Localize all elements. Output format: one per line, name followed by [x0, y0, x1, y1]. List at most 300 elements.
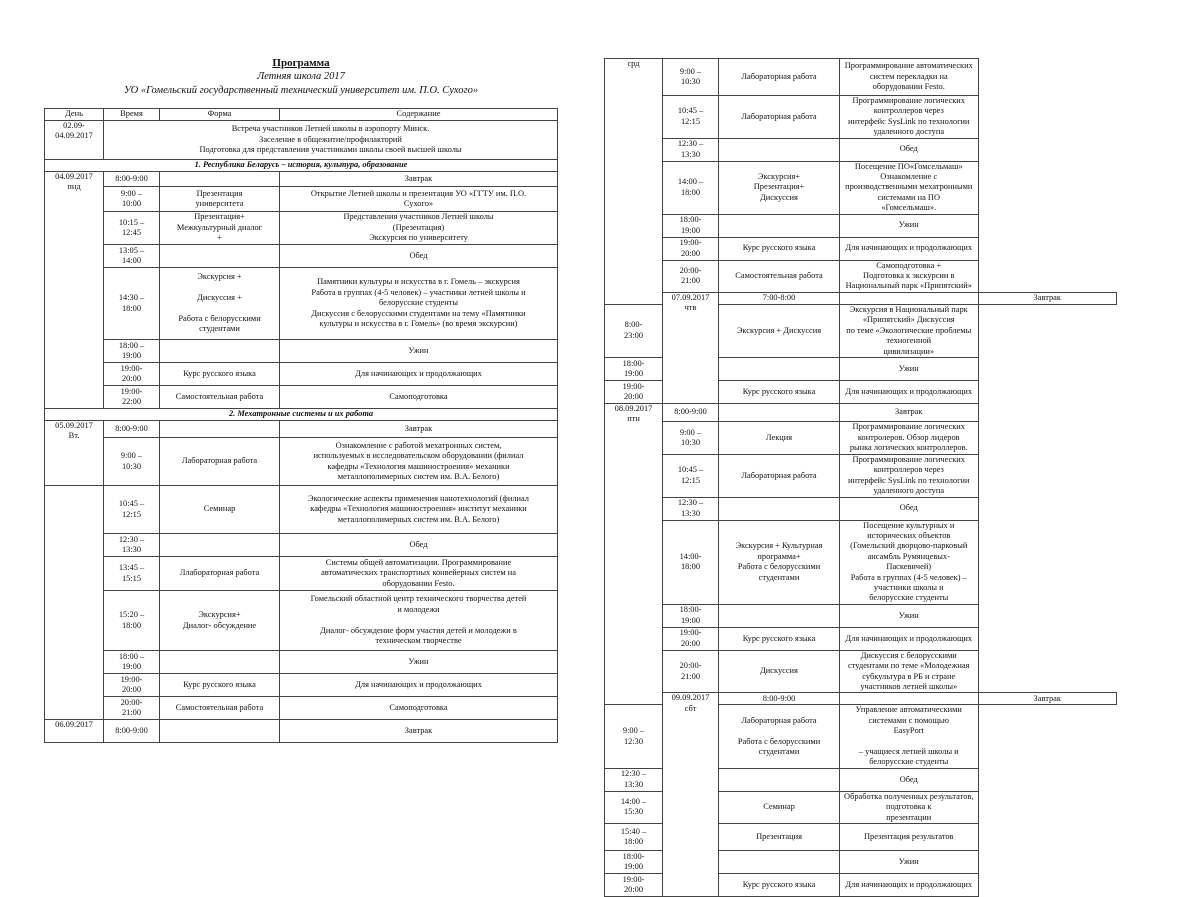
- form-cell: [719, 421, 840, 454]
- time-line: 12:15: [680, 475, 701, 485]
- form-line: Семинар: [763, 802, 795, 812]
- content-line: Сухого»: [403, 199, 434, 208]
- time-line: 9:00 –: [120, 188, 143, 198]
- content-line: Самоподготовка +: [876, 260, 942, 270]
- schedule-table-right: [604, 58, 1117, 897]
- time-line: 8:00-9:00: [115, 725, 148, 735]
- day-line: [47, 486, 101, 496]
- section-title: 2. Мехатронные системы и их работа: [45, 409, 558, 421]
- content-line: кафедры «Технология машиностроения» механики: [327, 461, 510, 471]
- schedule-row: [45, 421, 558, 438]
- time-cell: [663, 260, 719, 292]
- schedule-row: [605, 260, 1117, 292]
- content-cell: [840, 497, 979, 520]
- schedule-row: [45, 591, 558, 651]
- content-line: Дискуссия с белорусскими студентами на тему «Памятники: [311, 308, 526, 318]
- time-line: 13:30: [121, 545, 142, 554]
- form-line: [842, 694, 976, 704]
- time-line: 19:00-: [679, 238, 702, 248]
- time-line: 20:00: [680, 248, 701, 258]
- time-cell: [104, 172, 160, 187]
- time-line: 18:00: [680, 562, 701, 572]
- form-line: [162, 540, 277, 550]
- time-cell: [104, 268, 160, 340]
- time-line: 18:00: [121, 303, 142, 313]
- time-line: 18:00: [623, 837, 644, 847]
- day-line: 07.09.2017: [671, 292, 710, 302]
- content-line: Открытие Летней школы и презентация УО «ГГТУ им. П.О.: [310, 188, 527, 198]
- content-cell: [840, 650, 979, 693]
- form-cell: [719, 874, 840, 897]
- time-cell: [104, 438, 160, 486]
- time-line: 12:45: [121, 228, 142, 237]
- content-line: автоматических транспортных конвейерных систем на: [321, 568, 516, 578]
- time-line: 8:00-9:00: [674, 407, 707, 417]
- content-line: Экскурсия в Национальный парк «Припятский» Дискуссия: [849, 304, 968, 325]
- program-title: Программа: [272, 57, 330, 69]
- time-line: 20:00-: [120, 697, 143, 707]
- form-line: Дискуссия: [760, 192, 798, 202]
- form-line: Лабораторная работа: [741, 470, 817, 480]
- content-line: по теме «Экологические проблемы техногенной: [846, 325, 972, 346]
- time-line: 10:45 –: [118, 499, 145, 509]
- content-line: рынка логических контроллеров.: [849, 443, 968, 453]
- schedule-row: [605, 650, 1117, 693]
- time-cell: [104, 534, 160, 557]
- form-line: [162, 726, 277, 736]
- content-line: Обед: [899, 774, 918, 784]
- schedule-row: [45, 486, 558, 534]
- content-cell: [840, 380, 979, 403]
- content-cell: [840, 874, 979, 897]
- content-cell: [840, 454, 979, 497]
- time-line: 10:45 –: [677, 106, 704, 116]
- form-line: студентами: [199, 324, 240, 334]
- time-line: 19:00: [623, 368, 644, 378]
- time-line: 19:00-: [120, 386, 143, 396]
- time-cell: [719, 693, 840, 705]
- content-line: интерфейс SysLink по технологии удаленного доступа: [847, 116, 970, 137]
- content-cell: [978, 693, 1117, 705]
- form-line: Презентация+: [194, 212, 245, 222]
- day-line: 06.09.2017: [55, 720, 93, 729]
- time-line: 21:00: [680, 671, 701, 681]
- content-line: (Гомельский дворцово-парковый ансамбль Румянцевых-: [850, 541, 968, 561]
- content-cell: [280, 674, 558, 697]
- form-line: +: [217, 233, 222, 243]
- time-cell: [663, 161, 719, 214]
- col-header-form: Форма: [160, 109, 280, 121]
- time-line: 10:15 –: [118, 217, 145, 227]
- time-line: 19:00: [121, 662, 142, 671]
- content-cell: [840, 237, 979, 260]
- content-line: Представления участников Летней школы: [343, 212, 494, 222]
- day-line: срд: [627, 59, 640, 68]
- content-cell: [840, 824, 979, 851]
- content-cell: [280, 386, 558, 409]
- schedule-row: [605, 403, 1117, 421]
- time-line: 19:00: [623, 862, 644, 872]
- time-line: 9:00 –: [679, 427, 702, 437]
- schedule-row: [605, 96, 1117, 139]
- schedule-row: [605, 237, 1117, 260]
- content-line: Для начинающих и продолжающих: [355, 368, 482, 378]
- time-line: 18:00-: [679, 215, 702, 225]
- form-line: Работа с белорусскими: [737, 562, 821, 572]
- time-cell: [605, 380, 663, 403]
- form-cell: [160, 557, 280, 591]
- time-cell: [605, 705, 663, 768]
- form-line: Дискуссия +: [197, 293, 242, 303]
- time-cell: [663, 421, 719, 454]
- day-line: чтв: [684, 303, 697, 313]
- form-cell: [160, 697, 280, 720]
- time-cell: [104, 212, 160, 245]
- form-cell: [719, 304, 840, 357]
- form-line: Экскурсия + Дискуссия: [736, 325, 822, 335]
- form-cell: [719, 497, 840, 520]
- content-line: интерфейс SysLink по технологии удаленного доступа: [847, 475, 970, 496]
- time-line: 12:30 –: [620, 769, 647, 779]
- time-line: 12:30 –: [677, 498, 704, 508]
- time-line: 9:00 –: [679, 66, 702, 76]
- form-line: Лабораторная работа: [741, 111, 817, 121]
- section-row: [45, 409, 558, 421]
- time-line: 12:15: [680, 116, 701, 126]
- time-line: 10:30: [680, 437, 701, 447]
- form-line: [721, 726, 837, 736]
- content-line: цивилизации»: [883, 346, 935, 356]
- time-cell: [663, 497, 719, 520]
- form-cell: [719, 138, 840, 161]
- time-line: 18:00-: [622, 358, 645, 368]
- content-line: Ужин: [898, 856, 919, 866]
- form-line: [842, 293, 976, 303]
- time-cell: [104, 245, 160, 268]
- day-cell: [45, 720, 104, 743]
- form-cell: [160, 421, 280, 438]
- time-cell: [663, 520, 719, 604]
- content-line: Памятники культуры и искусства в г. Гомель – экскурсия: [317, 277, 520, 287]
- day-cell: [45, 421, 104, 486]
- content-line: Ужин: [898, 220, 919, 230]
- content-cell: [280, 557, 558, 591]
- form-line: Презентация: [196, 188, 243, 198]
- day-cell: [605, 59, 663, 305]
- time-cell: [104, 421, 160, 438]
- time-line: 21:00: [680, 276, 701, 286]
- time-cell: [605, 874, 663, 897]
- form-line: Работа с белорусскими: [737, 736, 821, 746]
- form-line: Курс русского языка: [742, 633, 816, 643]
- time-line: 14:00: [121, 256, 142, 265]
- form-cell: [719, 824, 840, 851]
- schedule-table-left: [44, 108, 558, 743]
- form-line: Экскурсия+: [198, 610, 241, 620]
- time-line: 19:00: [680, 225, 701, 235]
- form-line: Курс русского языка: [742, 243, 816, 253]
- content-line: Программирование логических контроллеров через: [852, 96, 965, 116]
- form-line: [162, 251, 277, 261]
- form-line: Курс русского языка: [742, 879, 816, 889]
- time-line: 19:00-: [120, 674, 143, 684]
- schedule-row: [45, 172, 558, 187]
- time-line: 13:30: [680, 149, 701, 159]
- form-line: Лабораторная работа: [181, 456, 258, 466]
- form-cell: [160, 268, 280, 340]
- day-cell: [663, 292, 719, 403]
- time-line: 8:00-9:00: [115, 173, 148, 183]
- schedule-row: [45, 438, 558, 486]
- schedule-row: [45, 557, 558, 591]
- content-line: Заселение в общежитие/профилакторий: [259, 134, 402, 144]
- schedule-row: [45, 674, 558, 697]
- form-line: Дискуссия: [760, 666, 798, 676]
- time-line: 12:30: [623, 736, 644, 746]
- time-cell: [104, 697, 160, 720]
- schedule-row: [45, 720, 558, 743]
- schedule-row: [605, 627, 1117, 650]
- time-cell: [104, 651, 160, 674]
- program-subtitle: Летняя школа 2017: [257, 71, 345, 82]
- form-line: Самостоятельная работа: [735, 271, 823, 281]
- form-line: [162, 283, 277, 293]
- schedule-row: [605, 454, 1117, 497]
- form-cell: [160, 340, 280, 363]
- time-line: 10:30: [121, 461, 142, 471]
- content-line: Посещение культурных и исторических объектов: [863, 520, 955, 540]
- form-cell: [160, 363, 280, 386]
- form-line: [162, 304, 277, 314]
- content-cell: [280, 591, 558, 651]
- section-title: 1. Республика Беларусь – история, культура, образование: [45, 160, 558, 172]
- time-line: 18:00 –: [118, 340, 145, 350]
- form-cell: [160, 534, 280, 557]
- form-line: Самостоятельная работа: [175, 702, 264, 712]
- time-cell: [663, 403, 719, 421]
- schedule-row: [45, 651, 558, 674]
- content-line: Дискуссия с белорусскими студентами по теме «Молодежная: [848, 650, 970, 671]
- content-cell: [840, 161, 979, 214]
- time-line: 18:00: [680, 187, 701, 197]
- content-cell: [840, 260, 979, 292]
- content-cell: [280, 486, 558, 534]
- time-line: 14:00 –: [677, 177, 704, 187]
- form-line: Экскурсия +: [197, 272, 242, 282]
- col-header-day: День: [45, 109, 104, 121]
- table-header-row: [45, 109, 558, 121]
- content-line: оборудовании Festo.: [382, 578, 455, 588]
- content-cell: [280, 212, 558, 245]
- time-line: 20:00-: [679, 265, 702, 275]
- time-line: 8:00-9:00: [762, 693, 796, 703]
- time-cell: [104, 557, 160, 591]
- form-cell: [160, 187, 280, 212]
- content-line: Программирование автоматических систем перекладки на: [844, 61, 973, 81]
- left-page: [44, 0, 558, 743]
- time-line: 19:00-: [120, 363, 143, 373]
- time-cell: [719, 292, 840, 304]
- content-line: презентации: [886, 812, 932, 822]
- form-line: Работа с белорусскими: [178, 313, 261, 323]
- day-line: 09.09.2017: [671, 693, 710, 703]
- time-cell: [605, 824, 663, 851]
- time-line: 20:00: [121, 685, 142, 694]
- content-line: белорусские студенты: [379, 298, 458, 308]
- time-line: 19:00: [680, 615, 701, 625]
- time-cell: [663, 59, 719, 96]
- time-cell: [663, 138, 719, 161]
- content-cell: [280, 720, 558, 743]
- form-line: [162, 346, 277, 356]
- form-line: студентами: [758, 572, 800, 582]
- form-line: [162, 174, 277, 184]
- time-cell: [663, 604, 719, 627]
- content-line: Подготовка для представления участниками школы своей высшей школы: [199, 145, 462, 155]
- content-line: [842, 737, 976, 747]
- form-cell: [719, 96, 840, 139]
- form-cell: [160, 486, 280, 534]
- form-line: Лекция: [765, 432, 793, 442]
- time-line: 14:30 –: [118, 293, 145, 303]
- content-line: Обед: [409, 539, 428, 549]
- form-line: программа+: [757, 551, 801, 561]
- time-line: 15:15: [121, 573, 142, 583]
- form-cell: [719, 650, 840, 693]
- form-cell: [160, 212, 280, 245]
- content-line: Самоподготовка: [389, 391, 448, 401]
- form-line: [162, 424, 277, 434]
- content-line: Программирование логических контролеров. Обзор лидеров: [852, 422, 965, 442]
- right-page: [604, 58, 1117, 897]
- time-line: 18:00-: [622, 851, 645, 861]
- time-line: 13:30: [623, 779, 644, 789]
- content-line: Для начинающих и продолжающих: [845, 879, 973, 889]
- time-line: 9:00 –: [120, 451, 143, 461]
- time-line: 20:00: [680, 638, 701, 648]
- time-cell: [104, 591, 160, 651]
- form-cell: [160, 386, 280, 409]
- time-cell: [663, 454, 719, 497]
- time-cell: [104, 340, 160, 363]
- university-name: УО «Гомельский государственный технический университет им. П.О. Сухого»: [123, 85, 479, 96]
- content-cell: [280, 651, 558, 674]
- time-line: 19:00-: [679, 628, 702, 638]
- schedule-row: [45, 212, 558, 245]
- content-line: «Гомсельмаш».: [881, 203, 937, 213]
- content-cell: [280, 421, 558, 438]
- form-cell: [160, 651, 280, 674]
- content-line: Диалог- обсуждение форм участия детей и молодежи в: [320, 625, 517, 635]
- form-cell: [719, 791, 840, 823]
- time-cell: [104, 363, 160, 386]
- content-line: [282, 615, 555, 625]
- schedule-row: [605, 604, 1117, 627]
- content-cell: [280, 245, 558, 268]
- time-line: 13:45 –: [118, 563, 145, 573]
- day-line: птн: [627, 414, 640, 424]
- schedule-row: [605, 520, 1117, 604]
- time-line: 13:05 –: [118, 245, 145, 255]
- time-cell: [663, 214, 719, 237]
- form-line: Самостоятельная работа: [175, 391, 264, 401]
- time-line: 15:40 –: [620, 826, 647, 836]
- schedule-row: [605, 693, 1117, 705]
- section-row: [45, 160, 558, 172]
- content-line: Завтрак: [404, 423, 433, 433]
- time-line: 12:30 –: [118, 534, 145, 544]
- time-line: 12:15: [121, 509, 142, 519]
- content-cell: [840, 791, 979, 823]
- schedule-row: [45, 363, 558, 386]
- content-line: Экскурсия по университету: [369, 233, 468, 243]
- content-line: техническом творчестве: [375, 636, 462, 646]
- time-cell: [605, 768, 663, 791]
- form-line: Презентация+: [753, 182, 805, 192]
- form-line: Курс русского языка: [183, 368, 256, 378]
- schedule-body-left: [45, 121, 558, 743]
- form-cell: [719, 403, 840, 421]
- time-line: 13:30: [680, 508, 701, 518]
- day-line: 05.09.2017: [55, 421, 93, 430]
- content-line: металлополимерных систем им. В.А. Белого): [337, 471, 500, 481]
- content-line: Работа в группах (4-5 человек) – участники школы и: [850, 572, 967, 592]
- content-line: Для начинающих и продолжающих: [845, 633, 973, 643]
- time-line: 10:45 –: [677, 465, 704, 475]
- content-cell: [840, 96, 979, 139]
- form-cell: [719, 161, 840, 214]
- content-line: Посещение ПО«Гомсельмаш» Ознакомление с: [854, 161, 963, 182]
- time-cell: [663, 96, 719, 139]
- time-line: 8:00-: [624, 320, 643, 330]
- day-line: 08.09.2017: [614, 403, 653, 413]
- content-line: Экологические аспекты применения нанотехнологий (филиал: [308, 493, 529, 503]
- form-line: Курс русского языка: [742, 386, 816, 396]
- time-cell: [605, 304, 663, 357]
- form-line: Межкультурный диалог: [176, 222, 263, 232]
- content-cell: [840, 520, 979, 604]
- form-cell: [160, 674, 280, 697]
- form-cell: [719, 357, 840, 380]
- time-cell: [104, 720, 160, 743]
- content-line: Завтрак: [404, 725, 433, 735]
- schedule-row: [45, 187, 558, 212]
- schedule-row: [605, 59, 1117, 96]
- day-line: 02.09-04.09.2017: [55, 121, 93, 141]
- schedule-row: [45, 534, 558, 557]
- form-line: Диалог- обсуждение: [182, 620, 257, 630]
- form-line: Экскурсия+: [757, 172, 801, 182]
- form-line: [721, 775, 837, 785]
- schedule-row: [45, 697, 558, 720]
- content-cell: [840, 59, 979, 96]
- content-line: Подготовка к экскурсии в Национальный парк «Припятский»: [845, 271, 972, 291]
- content-cell: [280, 187, 558, 212]
- schedule-row: [605, 138, 1117, 161]
- content-line: Встреча участников Летней школы в аэропорту Минск.: [231, 124, 430, 134]
- content-cell: [280, 172, 558, 187]
- time-line: 20:00: [623, 885, 644, 895]
- time-cell: [104, 386, 160, 409]
- time-line: 18:00-: [679, 605, 702, 615]
- content-line: Обработка полученных результатов, подготовка к: [844, 791, 974, 812]
- content-line: Ужин: [898, 610, 919, 620]
- time-line: 7:00-8:00: [762, 293, 796, 303]
- form-line: [721, 503, 837, 513]
- form-line: [721, 857, 837, 867]
- content-cell: [104, 121, 558, 160]
- content-cell: [840, 403, 979, 421]
